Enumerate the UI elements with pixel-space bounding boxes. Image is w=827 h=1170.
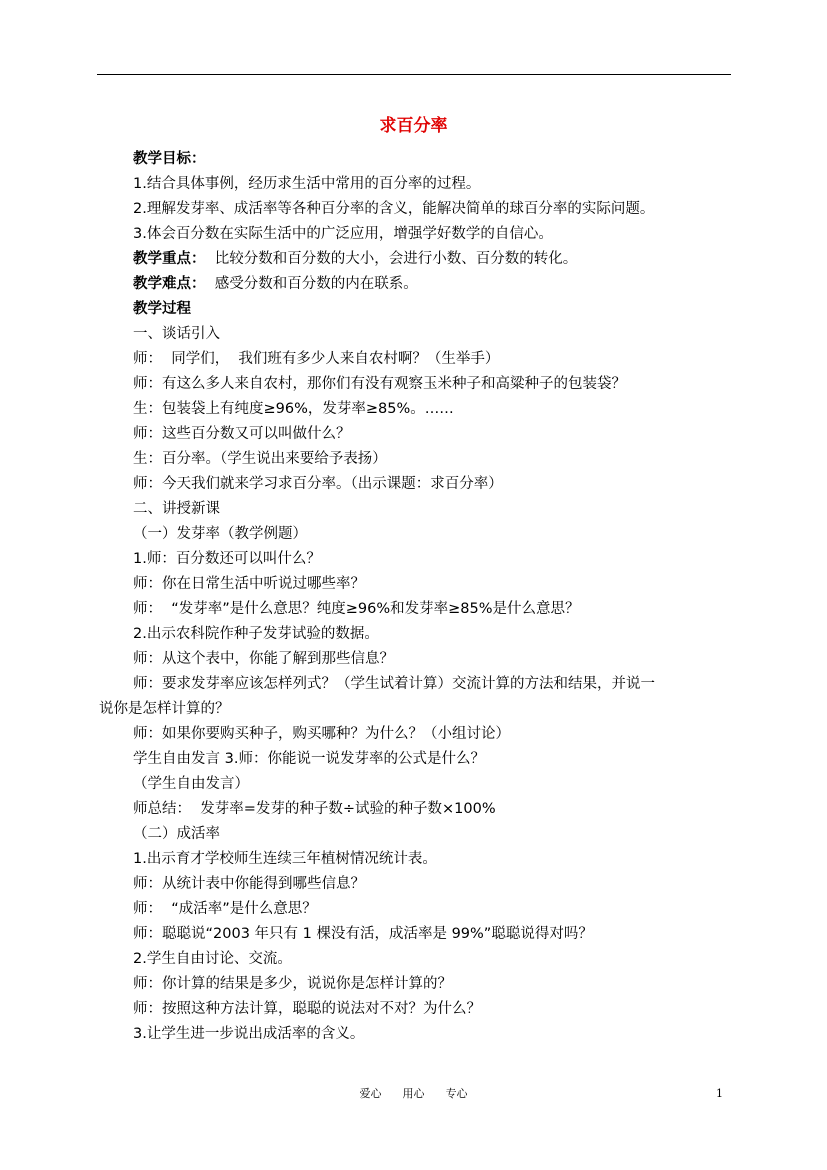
text-line: 2.出示农科院作种子发芽试验的数据。	[133, 626, 379, 642]
text-line: 师总结： 发芽率=发芽的种子数÷试验的种子数×100%	[133, 801, 496, 817]
objectives-heading: 教学目标：	[133, 151, 206, 167]
text-line: 师：有这么多人来自农村，那你们有没有观察玉米种子和高粱种子的包装袋？	[133, 376, 626, 392]
page-number: 1	[716, 1087, 723, 1100]
difficulty-label: 教学难点：	[133, 276, 206, 292]
document-title: 求百分率	[379, 116, 448, 136]
text-line: 3.让学生进一步说出成活率的含义。	[133, 1026, 365, 1042]
text-line: 1.出示育才学校师生连续三年植树情况统计表。	[133, 851, 437, 867]
text-line: （二）成活率	[133, 826, 220, 842]
text-line: （学生自由发言）	[133, 776, 249, 792]
objective-line: 3.体会百分数在实际生活中的广泛应用，增强学好数学的自信心。	[133, 226, 553, 242]
text-line: 学生自由发言 3.师：你能说一说发芽率的公式是什么？	[133, 751, 485, 767]
text-line: 师： “成活率”是什么意思？	[133, 901, 317, 917]
text-line: 生：包装袋上有纯度≥96%，发芽率≥85%。……	[133, 401, 454, 417]
text-line: 师：你计算的结果是多少，说说你是怎样计算的？	[133, 976, 452, 992]
process-heading: 教学过程	[133, 301, 191, 317]
text-line: 师：按照这种方法计算，聪聪的说法对不对？为什么？	[133, 1001, 481, 1017]
text-line: 师：这些百分数又可以叫做什么？	[133, 426, 351, 442]
text-line: 师：如果你要购买种子，购买哪种？为什么？（小组讨论）	[133, 726, 510, 742]
text-line: 师： 同学们， 我们班有多少人来自农村啊？（生举手）	[133, 351, 500, 367]
footer-slogan: 爱心 用心 专心	[359, 1087, 468, 1100]
text-line: 师：你在日常生活中听说过哪些率？	[133, 576, 365, 592]
document-body	[99, 147, 733, 1047]
text-line-wrapped: 师：要求发芽率应该怎样列式？（学生试着计算）交流计算的方法和结果，并说一	[133, 676, 655, 692]
key-point-text: 比较分数和百分数的大小，会进行小数、百分数的转化。	[205, 251, 578, 267]
text-line: 师：从这个表中，你能了解到那些信息？	[133, 651, 394, 667]
text-line: 师： “发芽率”是什么意思？纯度≥96%和发芽率≥85%是什么意思？	[133, 601, 580, 617]
text-line: 师：今天我们就来学习求百分率。（出示课题：求百分率）	[133, 476, 503, 492]
text-line: 师：从统计表中你能得到哪些信息？	[133, 876, 365, 892]
key-point-line	[99, 247, 733, 272]
text-line: 2.学生自由讨论、交流。	[133, 951, 292, 967]
difficulty-line	[99, 272, 733, 297]
text-line: 生：百分率。（学生说出来要给予表扬）	[133, 451, 387, 467]
text-line: （一）发芽率（教学例题）	[133, 526, 307, 542]
text-line: 师：聪聪说“2003 年只有 1 棵没有活，成活率是 99%”聪聪说得对吗？	[133, 926, 593, 942]
header-rule	[97, 74, 731, 75]
objective-line: 1.结合具体事例，经历求生活中常用的百分率的过程。	[133, 176, 481, 192]
objective-line: 2.理解发芽率、成活率等各种百分率的含义，能解决简单的球百分率的实际问题。	[133, 201, 655, 217]
difficulty-text: 感受分数和百分数的内在联系。	[205, 276, 418, 292]
text-line-wrapped-continuation: 说你是怎样计算的？	[99, 701, 230, 717]
text-line: 二、讲授新课	[133, 501, 220, 517]
key-point-label: 教学重点：	[133, 251, 206, 267]
text-line: 一、谈话引入	[133, 326, 220, 342]
text-line: 1.师：百分数还可以叫什么？	[133, 551, 321, 567]
